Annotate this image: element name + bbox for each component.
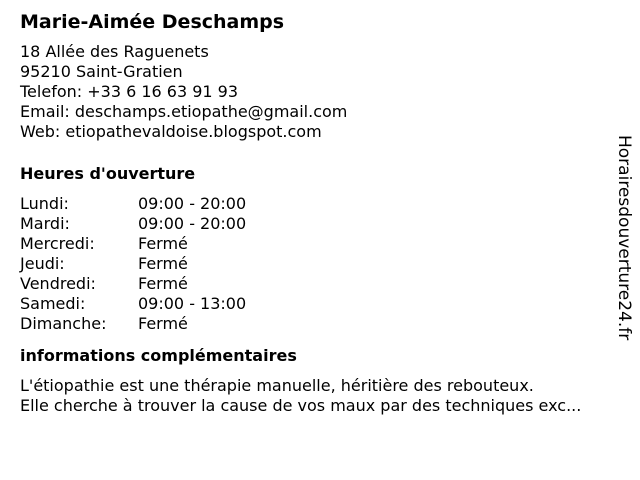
time-value: Fermé <box>138 254 188 273</box>
day-label: Jeudi: <box>20 254 65 273</box>
hours-row-vendredi <box>20 274 616 294</box>
address-line-1: 18 Allée des Raguenets <box>20 42 209 61</box>
time-value: 09:00 - 20:00 <box>138 194 247 213</box>
info-title: informations complémentaires <box>20 346 297 365</box>
day-label: Lundi: <box>20 194 69 213</box>
hours-row-dimanche <box>20 314 616 334</box>
phone-line: Telefon: +33 6 16 63 91 93 <box>20 82 239 101</box>
day-label: Dimanche: <box>20 314 107 333</box>
day-label: Samedi: <box>20 294 86 313</box>
email-line: Email: deschamps.etiopathe@gmail.com <box>20 102 348 121</box>
web-line: Web: etiopathevaldoise.blogspot.com <box>20 122 322 141</box>
hours-title: Heures d'ouverture <box>20 164 196 183</box>
info-line-1: L'étiopathie est une thérapie manuelle, héritière des rebouteux. <box>20 376 534 395</box>
business-card <box>20 10 616 416</box>
time-value: Fermé <box>138 314 188 333</box>
hours-row-jeudi <box>20 254 616 274</box>
hours-row-lundi <box>20 194 616 214</box>
hours-table <box>20 194 616 334</box>
time-value: 09:00 - 13:00 <box>138 294 247 313</box>
address-line-2: 95210 Saint-Gratien <box>20 62 183 81</box>
hours-row-mercredi <box>20 234 616 254</box>
business-name: Marie-Aimée Deschamps <box>20 11 285 33</box>
day-label: Mercredi: <box>20 234 95 253</box>
hours-row-mardi <box>20 214 616 234</box>
time-value: 09:00 - 20:00 <box>138 214 247 233</box>
time-value: Fermé <box>138 274 188 293</box>
hours-row-samedi <box>20 294 616 314</box>
info-line-2: Elle cherche à trouver la cause de vos maux par des techniques exc... <box>20 396 582 415</box>
day-label: Vendredi: <box>20 274 96 293</box>
time-value: Fermé <box>138 234 188 253</box>
brand-watermark: Horairesdouverture24.fr <box>614 135 634 341</box>
day-label: Mardi: <box>20 214 70 233</box>
